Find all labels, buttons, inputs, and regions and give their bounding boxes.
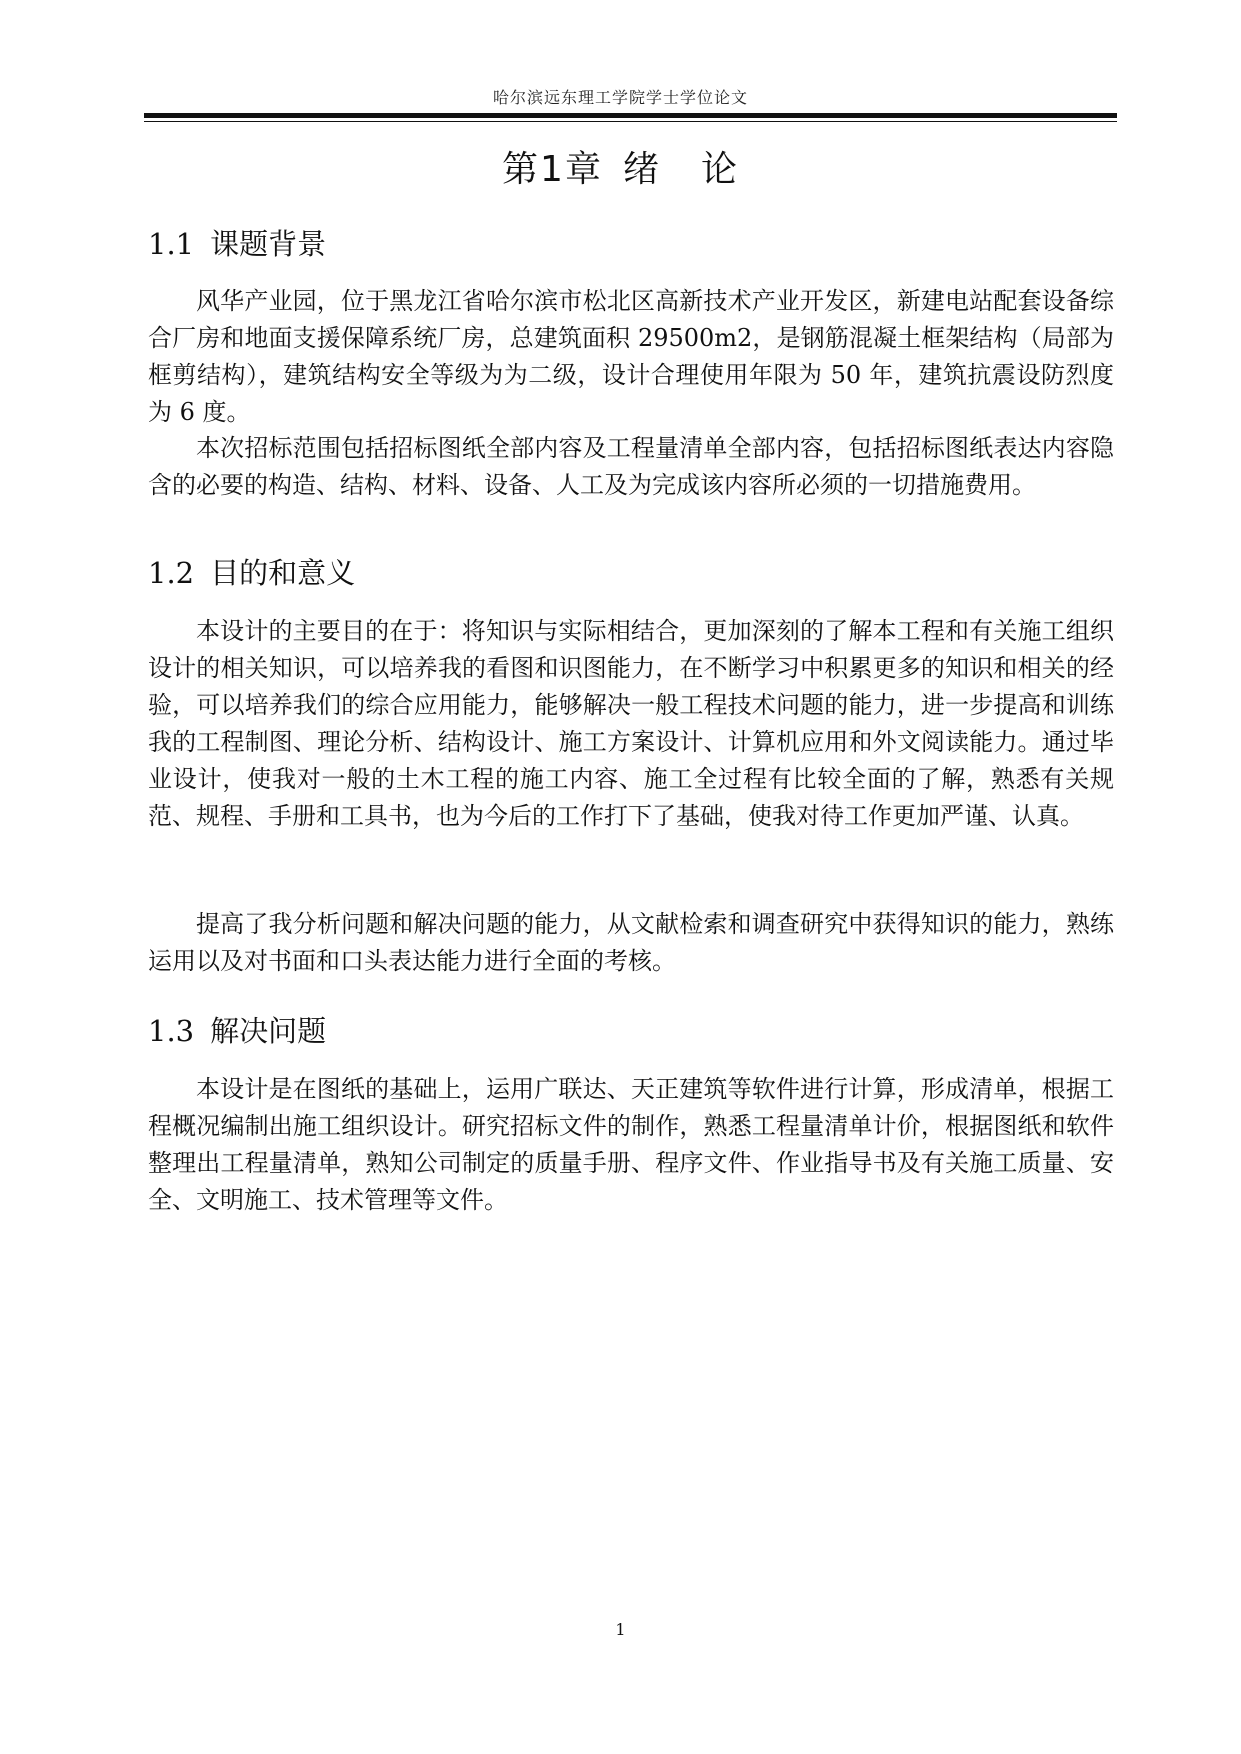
running-header: 哈尔滨远东理工学院学士学位论文 <box>492 88 748 107</box>
chapter-title-part1: 绪 <box>622 149 661 190</box>
chapter-suffix: 章 <box>564 149 603 190</box>
chapter-number: 1 <box>540 149 565 190</box>
chapter-title <box>0 145 1241 195</box>
chapter-title-part2: 论 <box>700 149 739 190</box>
section-title: 目的和意义 <box>210 556 356 590</box>
header-rule-thin <box>144 121 1117 122</box>
header-rule-thick <box>144 113 1117 118</box>
paragraph: 提高了我分析问题和解决问题的能力，从文献检索和调查研究中获得知识的能力，熟练运用以及对书面和口头表达能力进行全面的考核。 <box>148 910 1114 975</box>
section-heading-1-1 <box>148 224 326 264</box>
section-title: 课题背景 <box>210 227 327 261</box>
paragraph: 本设计是在图纸的基础上，运用广联达、天正建筑等软件进行计算，形成清单，根据工程概况编制出施工组织设计。研究招标文件的制作，熟悉工程量清单计价，根据图纸和软件整理出工程量清单，熟知公司制定的质量手册、程序文件、作业指导书及有关施工质量、安全、文明施工、技术管理等文件。 <box>148 1075 1114 1214</box>
section-title: 解决问题 <box>210 1014 327 1048</box>
page-number: 1 <box>615 1620 626 1639</box>
section-heading-1-3 <box>148 1011 326 1051</box>
paragraph: 本设计的主要目的在于：将知识与实际相结合，更加深刻的了解本工程和有关施工组织设计的相关知识，可以培养我的看图和识图能力，在不断学习中积累更多的知识和相关的经验，可以培养我们的综合应用能力，能够解决一般工程技术问题的能力，进一步提高和训练我的工程制图、理论分析、结构设计、施工方案设计、计算机应用和外文阅读能力。通过毕业设计，使我对一般的土木工程的施工内容、施工全过程有比较全面的了解，熟悉有关规范、规程、手册和工具书，也为今后的工作打下了基础，使我对待工作更加严谨、认真。 <box>148 617 1114 830</box>
section-number: 1.3 <box>148 1014 195 1048</box>
paragraph: 本次招标范围包括招标图纸全部内容及工程量清单全部内容，包括招标图纸表达内容隐含的必要的构造、结构、材料、设备、人工及为完成该内容所必须的一切措施费用。 <box>148 434 1114 499</box>
section-heading-1-2 <box>148 553 355 593</box>
section-number: 1.2 <box>148 556 195 590</box>
chapter-prefix: 第 <box>502 149 541 190</box>
paragraph: 风华产业园，位于黑龙江省哈尔滨市松北区高新技术产业开发区，新建电站配套设备综合厂房和地面支援保障系统厂房，总建筑面积 29500m2，是钢筋混凝土框架结构（局部为框剪结构），建筑结构安全等级为为二级，设计合理使用年限为 50 年，建筑抗震设防烈度为 6 度。 <box>148 287 1114 426</box>
section-number: 1.1 <box>148 227 195 261</box>
